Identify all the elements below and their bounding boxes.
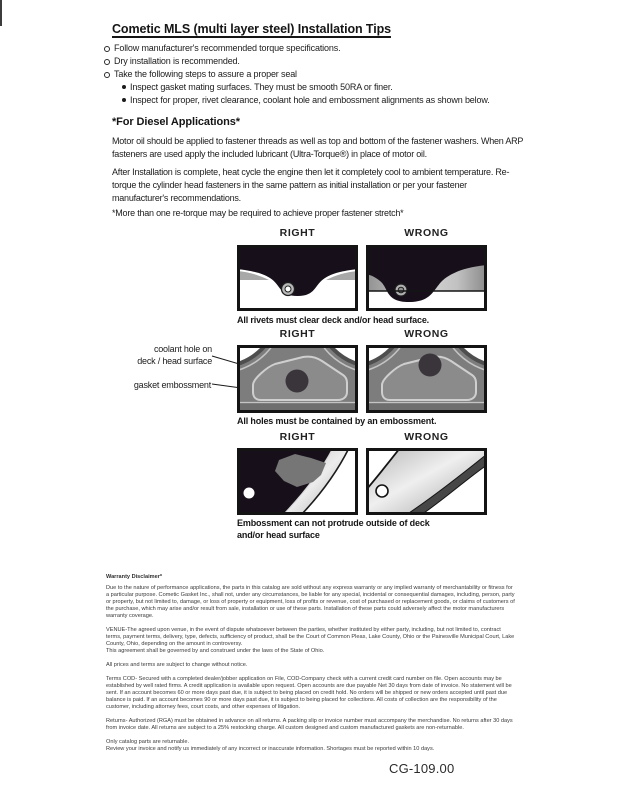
- embossment-wrong-diagram: [366, 345, 487, 413]
- list-item: [104, 68, 490, 81]
- rivet-center-icon: [285, 286, 291, 292]
- list-item: [104, 94, 490, 107]
- right-label: RIGHT: [279, 227, 316, 239]
- tip-text: Inspect for proper, rivet clearance, coolant hole and embossment alignments as shown below.: [130, 95, 490, 105]
- tip-text: Dry installation is recommended.: [114, 56, 240, 66]
- filled-bullet-icon: [122, 98, 126, 102]
- wrong-label: WRONG: [404, 328, 449, 340]
- list-item: [104, 42, 490, 55]
- legal-paragraph: All prices and terms are subject to change without notice.: [106, 662, 248, 668]
- legal-paragraph: This agreement shall be governed by and construed under the laws of the State of Ohio.: [106, 648, 325, 654]
- legal-section: [106, 574, 516, 753]
- warranty-disclaimer-heading: Warranty Disclaimer*: [106, 574, 163, 580]
- rivet-wrong-diagram: [366, 245, 487, 311]
- scan-artifact-line: [0, 0, 2, 26]
- doc-code: CG-109.00: [389, 761, 455, 776]
- legal-paragraph: Terms COD- Secured with a completed dealer/jobber application on File, COD-Company check with a current credit card number on file. Open accounts may be established by well rated firms. A credit application is available upon request. Open accounts are due payable Net 30 days from date of invoice. No statement will be sent. If an account becomes 60 or more days past due, it is subject to being placed on credit hold. No orders will be shipped or new orders accepted until past due balance is paid. If an account becomes 90 or more days past due, it is subject to being placed for collections. All costs of collection are the responsibility of the customer, including attorney fees, court costs, and other expenses of litigation.: [106, 676, 512, 710]
- tip-text: Inspect gasket mating surfaces. They must be smooth 50RA or finer.: [130, 82, 393, 92]
- diesel-heading: *For Diesel Applications*: [112, 116, 240, 128]
- diesel-paragraph-1: Motor oil should be applied to fastener threads as well as top and bottom of the fastener washers. When ARP fasteners are used apply the included lubricant (Ultra-Torque®) in place of motor oil.: [112, 136, 524, 159]
- list-item: [104, 81, 490, 94]
- tips-list: [104, 42, 490, 107]
- retorque-note: *More than one re-torque may be required to achieve proper fastener stretch*: [112, 208, 404, 218]
- legal-paragraph: Review your invoice and notify us immediately of any incorrect or inaccurate information. Shortages must be reported within 10 days.: [106, 746, 435, 752]
- gasket-embossment-label: gasket embossment: [133, 380, 211, 390]
- bolt-hole-icon: [376, 485, 388, 497]
- right-label: RIGHT: [279, 328, 316, 340]
- row3-caption: [237, 518, 467, 541]
- embossment-right-diagram: [237, 345, 358, 413]
- open-bullet-icon: [104, 46, 110, 52]
- coolant-hole-label-line1: coolant hole on: [153, 344, 212, 354]
- open-bullet-icon: [104, 59, 110, 65]
- diesel-paragraph-2: After Installation is complete, heat cycle the engine then let it completely cool to ambient temperature. Re-torque the cylinder head fasteners in the same pattern as initial installation or per your fastener manufacturer's recommendations.: [112, 167, 510, 203]
- coolant-hole-icon: [286, 370, 309, 393]
- coolant-hole-icon: [419, 354, 442, 377]
- tip-text: Take the following steps to assure a proper seal: [114, 69, 297, 79]
- page-title: Cometic MLS (multi layer steel) Installation Tips: [112, 22, 391, 36]
- protrusion-right-diagram: [237, 448, 358, 515]
- protrusion-wrong-diagram: [366, 448, 487, 515]
- row3-caption-line2: and/or head surface: [237, 529, 320, 540]
- rivet-center-icon: [398, 287, 404, 293]
- rivet-right-diagram: [237, 245, 358, 311]
- list-item: [104, 55, 490, 68]
- bolt-hole-icon: [244, 488, 255, 499]
- filled-bullet-icon: [122, 85, 126, 89]
- coolant-hole-label: [117, 343, 212, 367]
- right-label: RIGHT: [279, 431, 316, 443]
- tip-text: Follow manufacturer's recommended torque specifications.: [114, 43, 341, 53]
- wrong-label: WRONG: [404, 227, 449, 239]
- legal-paragraph: Only catalog parts are returnable.: [106, 739, 190, 745]
- row3-caption-line1: Embossment can not protrude outside of deck: [237, 518, 430, 528]
- legal-paragraph: VENUE-The agreed upon venue, in the event of dispute whatsoever between the parties, whether instituted by either party, including, but not limited to, contract terms, payment terms, delivery, type, defects, sufficiency of product, shall be the Court of Common Pleas, Lake County, Ohio or the Painesville Municipal Court, Lake County, Ohio, depending on the amount in controversy.: [106, 627, 515, 647]
- open-bullet-icon: [104, 72, 110, 78]
- wrong-label: WRONG: [404, 431, 449, 443]
- legal-paragraph: Returns- Authorized (RGA) must be obtained in advance on all returns. A packing slip or invoice number must accompany the merchandise. No returns after 30 days from invoice date. All returns are subject to a 25% restocking charge. All custom designed and custom manufactured gaskets are non-returnable.: [106, 718, 513, 731]
- legal-paragraph: Due to the nature of performance applications, the parts in this catalog are sold without any express warranty or any implied warranty of merchantability or fitness for a particular purpose. Cometic Gasket Inc., shall not, under any circumstances, be liable for any special, incidental or consequential damages, including, person, party or property, but not limited to, damage, or loss of property or equipment, loss of profits or revenue, cost of purchased or replacement goods, or claims of customers of the purchase, which may arise and/or result from sale, installation or use of these parts. Installation of these parts could adversely affect the motor manufacturers warranty coverage.: [106, 585, 515, 619]
- row1-caption: All rivets must clear deck and/or head surface.: [237, 315, 430, 325]
- row2-caption: All holes must be contained by an embossment.: [237, 416, 437, 426]
- coolant-hole-label-line2: deck / head surface: [137, 356, 212, 366]
